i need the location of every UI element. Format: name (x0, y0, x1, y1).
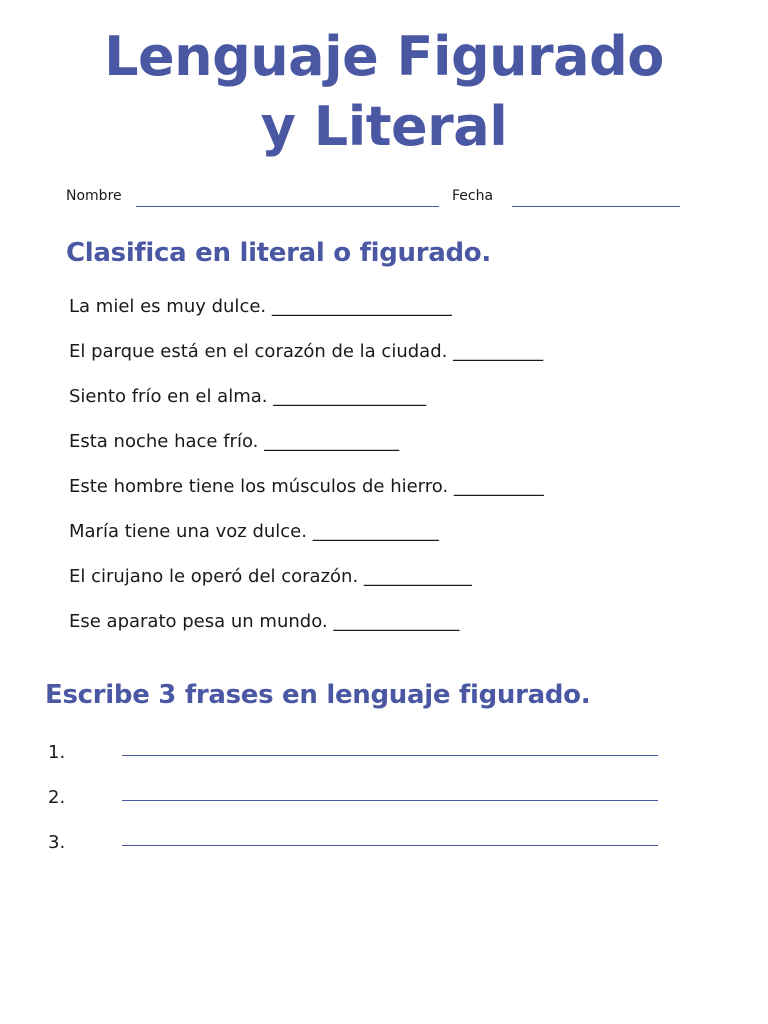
item-text: Esta noche hace frío. _______________ (69, 431, 400, 452)
section-2-heading: Escribe 3 frases en lenguaje figurado. (45, 680, 591, 710)
title-line-1: Lenguaje Figurado (104, 25, 664, 88)
line-number: 1. (48, 742, 66, 763)
line-number: 2. (48, 787, 66, 808)
line-number: 3. (48, 832, 66, 853)
writing-line-row (0, 785, 768, 815)
writing-line[interactable] (122, 755, 658, 756)
worksheet-title (0, 22, 768, 162)
item-text: Ese aparato pesa un mundo. ______________ (69, 611, 460, 632)
name-blank-line[interactable] (136, 206, 439, 207)
writing-line-row (0, 740, 768, 770)
writing-line[interactable] (122, 845, 658, 846)
item-text: Este hombre tiene los músculos de hierro. __________ (69, 476, 544, 497)
item-text: La miel es muy dulce. ____________________ (69, 296, 452, 317)
item-text: El cirujano le operó del corazón. ____________ (69, 566, 472, 587)
date-blank-line[interactable] (512, 206, 680, 207)
writing-line-row (0, 830, 768, 860)
writing-line[interactable] (122, 800, 658, 801)
item-text: Siento frío en el alma. _________________ (69, 386, 427, 407)
item-text: María tiene una voz dulce. ______________ (69, 521, 439, 542)
title-line-2: y Literal (260, 95, 508, 158)
section-1-heading: Clasifica en literal o figurado. (66, 238, 491, 268)
item-text: El parque está en el corazón de la ciudad. __________ (69, 341, 544, 362)
name-label: Nombre (66, 188, 122, 204)
date-label: Fecha (452, 188, 494, 204)
